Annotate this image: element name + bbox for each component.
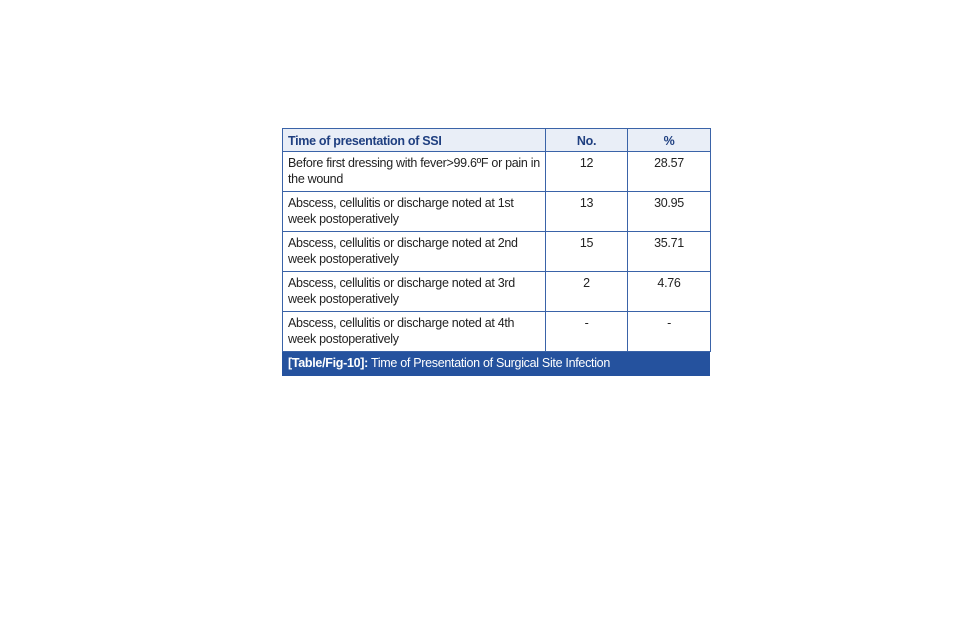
row-count: 13 <box>546 192 628 232</box>
row-label: Abscess, cellulitis or discharge noted at 3rd week postoperatively <box>283 272 546 312</box>
row-label: Abscess, cellulitis or discharge noted at 1st week postoperatively <box>283 192 546 232</box>
table-header <box>283 129 711 152</box>
ssi-table <box>282 128 711 352</box>
table-caption <box>282 352 710 376</box>
row-label: Abscess, cellulitis or discharge noted at 4th week postoperatively <box>283 312 546 352</box>
table-row <box>283 192 711 232</box>
header-count: No. <box>546 129 628 152</box>
caption-text: Time of Presentation of Surgical Site Infection <box>368 356 610 370</box>
row-count: 2 <box>546 272 628 312</box>
table-row <box>283 232 711 272</box>
row-percent: - <box>628 312 711 352</box>
row-percent: 28.57 <box>628 152 711 192</box>
row-percent: 35.71 <box>628 232 711 272</box>
row-percent: 4.76 <box>628 272 711 312</box>
row-count: 12 <box>546 152 628 192</box>
table-row <box>283 312 711 352</box>
row-label: Before first dressing with fever>99.6ºF or pain in the wound <box>283 152 546 192</box>
row-count: 15 <box>546 232 628 272</box>
caption-label: [Table/Fig-10]: <box>288 356 368 370</box>
row-percent: 30.95 <box>628 192 711 232</box>
header-percent: % <box>628 129 711 152</box>
header-row <box>283 129 711 152</box>
ssi-table-figure <box>282 128 710 376</box>
table-row <box>283 152 711 192</box>
table-row <box>283 272 711 312</box>
header-time-of-presentation: Time of presentation of SSI <box>283 129 546 152</box>
table-body <box>283 152 711 352</box>
row-count: - <box>546 312 628 352</box>
row-label: Abscess, cellulitis or discharge noted at 2nd week postoperatively <box>283 232 546 272</box>
